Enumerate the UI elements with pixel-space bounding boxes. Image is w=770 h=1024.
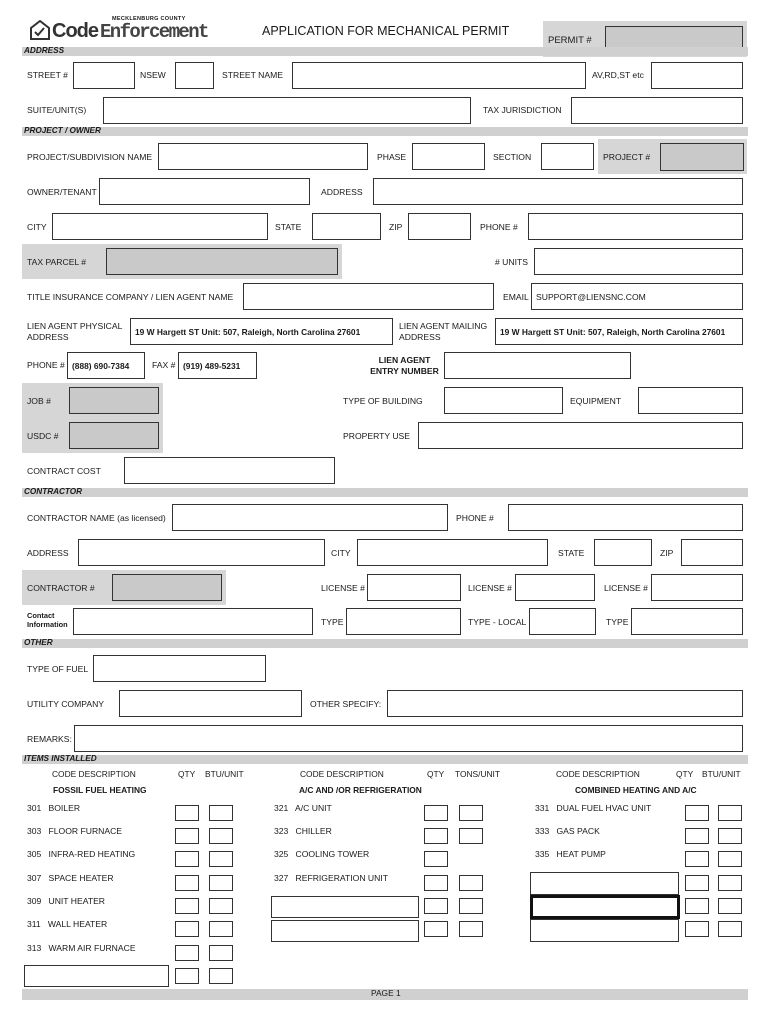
license3-field[interactable] bbox=[651, 574, 743, 601]
nsew-label: NSEW bbox=[140, 70, 166, 80]
col3-other-field-1[interactable] bbox=[530, 872, 679, 895]
section-other: OTHER bbox=[22, 639, 748, 648]
owner-address-field[interactable] bbox=[373, 178, 743, 205]
qty-col2-other-1[interactable] bbox=[424, 898, 448, 914]
item-325: 325 COOLING TOWER bbox=[274, 849, 370, 859]
property-use-label: PROPERTY USE bbox=[343, 431, 411, 441]
type3-field[interactable] bbox=[631, 608, 743, 635]
owner-city-label: CITY bbox=[27, 222, 47, 232]
contractor-phone-field[interactable] bbox=[508, 504, 743, 531]
qty-col3-other-2[interactable] bbox=[685, 898, 709, 914]
contractor-address-label: ADDRESS bbox=[27, 548, 69, 558]
title-insurance-label: TITLE INSURANCE COMPANY / LIEN AGENT NAME bbox=[27, 292, 234, 302]
qty-311[interactable] bbox=[175, 921, 199, 937]
item-335: 335 HEAT PUMP bbox=[535, 849, 606, 859]
btu-303[interactable] bbox=[209, 828, 233, 844]
tax-jurisdiction-label: TAX JURISDICTION bbox=[483, 105, 562, 115]
col1-other-field[interactable] bbox=[24, 965, 169, 987]
item-307: 307 SPACE HEATER bbox=[27, 873, 114, 883]
owner-state-label: STATE bbox=[275, 222, 302, 232]
col1-unit-header: BTU/UNIT bbox=[205, 769, 244, 779]
btu-col3-other-3[interactable] bbox=[718, 921, 742, 937]
tons-col2-other-1[interactable] bbox=[459, 898, 483, 914]
qty-323[interactable] bbox=[424, 828, 448, 844]
qty-303[interactable] bbox=[175, 828, 199, 844]
type-local-field[interactable] bbox=[529, 608, 596, 635]
btu-307[interactable] bbox=[209, 875, 233, 891]
tons-321[interactable] bbox=[459, 805, 483, 821]
permit-label: PERMIT # bbox=[548, 35, 592, 46]
license2-label: LICENSE # bbox=[468, 583, 512, 593]
project-no-field[interactable] bbox=[660, 143, 744, 171]
owner-address-label: ADDRESS bbox=[321, 187, 363, 197]
equipment-label: EQUIPMENT bbox=[570, 396, 622, 406]
title-insurance-field[interactable] bbox=[243, 283, 494, 310]
street-name-field[interactable] bbox=[292, 62, 586, 89]
contractor-city-label: CITY bbox=[331, 548, 351, 558]
tax-parcel-label: TAX PARCEL # bbox=[27, 257, 87, 267]
item-321: 321 A/C UNIT bbox=[274, 803, 332, 813]
btu-col3-other-2[interactable] bbox=[718, 898, 742, 914]
nsew-field[interactable] bbox=[175, 62, 214, 89]
col3-heading: COMBINED HEATING AND A/C bbox=[575, 785, 697, 795]
qty-321[interactable] bbox=[424, 805, 448, 821]
type-building-field[interactable] bbox=[444, 387, 563, 414]
qty-col3-other-3[interactable] bbox=[685, 921, 709, 937]
contractor-no-label: CONTRACTOR # bbox=[27, 583, 95, 593]
section-contractor: CONTRACTOR bbox=[22, 488, 748, 497]
logo-enforcement: Enforcement bbox=[100, 21, 208, 43]
logo-county: MECKLENBURG COUNTY bbox=[112, 16, 186, 22]
owner-phone-field[interactable] bbox=[528, 213, 743, 240]
contractor-name-label: CONTRACTOR NAME (as licensed) bbox=[27, 513, 166, 523]
btu-313[interactable] bbox=[209, 945, 233, 961]
section-label: SECTION bbox=[493, 152, 532, 162]
contractor-name-field[interactable] bbox=[172, 504, 448, 531]
col3-other-field-2[interactable] bbox=[530, 895, 680, 919]
page-number: PAGE 1 bbox=[371, 988, 401, 998]
contact-info-field[interactable] bbox=[73, 608, 313, 635]
contact-info-label: Contact Information bbox=[27, 611, 68, 629]
item-309: 309 UNIT HEATER bbox=[27, 896, 106, 906]
remarks-label: REMARKS: bbox=[27, 734, 72, 744]
contractor-state-field[interactable] bbox=[594, 539, 652, 566]
license1-field[interactable] bbox=[367, 574, 461, 601]
qty-col1-other[interactable] bbox=[175, 968, 199, 984]
suffix-label: AV,RD,ST etc bbox=[592, 70, 644, 80]
subdivision-label: PROJECT/SUBDIVISION NAME bbox=[27, 152, 153, 162]
col2-code-header: CODE DESCRIPTION bbox=[300, 769, 384, 779]
owner-zip-field[interactable] bbox=[408, 213, 471, 240]
qty-327[interactable] bbox=[424, 875, 448, 891]
utility-field[interactable] bbox=[119, 690, 302, 717]
lien-entry-label: LIEN AGENT ENTRY NUMBER bbox=[370, 355, 439, 377]
qty-307[interactable] bbox=[175, 875, 199, 891]
tons-327[interactable] bbox=[459, 875, 483, 891]
usdc-label: USDC # bbox=[27, 431, 59, 441]
contract-cost-label: CONTRACT COST bbox=[27, 466, 101, 476]
units-field[interactable] bbox=[534, 248, 743, 275]
phase-field[interactable] bbox=[412, 143, 485, 170]
col3-qty-header: QTY bbox=[676, 769, 694, 779]
btu-305[interactable] bbox=[209, 851, 233, 867]
fuel-label: TYPE OF FUEL bbox=[27, 664, 89, 674]
subdivision-field[interactable] bbox=[158, 143, 368, 170]
utility-label: UTILITY COMPANY bbox=[27, 699, 105, 709]
license2-field[interactable] bbox=[515, 574, 595, 601]
section-address: ADDRESS bbox=[22, 47, 748, 56]
col1-code-header: CODE DESCRIPTION bbox=[52, 769, 136, 779]
col1-heading: FOSSIL FUEL HEATING bbox=[53, 785, 147, 795]
col2-heading: A/C AND /OR REFRIGERATION bbox=[299, 785, 422, 795]
owner-state-field[interactable] bbox=[312, 213, 381, 240]
col2-unit-header: TONS/UNIT bbox=[455, 769, 500, 779]
btu-309[interactable] bbox=[209, 898, 233, 914]
suite-label: SUITE/UNIT(S) bbox=[27, 105, 87, 115]
btu-301[interactable] bbox=[209, 805, 233, 821]
section-items: ITEMS INSTALLED bbox=[22, 755, 748, 764]
phase-label: PHASE bbox=[377, 152, 407, 162]
item-305: 305 INFRA-RED HEATING bbox=[27, 849, 136, 859]
btu-col1-other[interactable] bbox=[209, 968, 233, 984]
tax-parcel-field[interactable] bbox=[106, 248, 338, 275]
property-use-field[interactable] bbox=[418, 422, 743, 449]
usdc-field[interactable] bbox=[69, 422, 159, 449]
section-field[interactable] bbox=[541, 143, 594, 170]
tons-323[interactable] bbox=[459, 828, 483, 844]
btu-331[interactable] bbox=[718, 805, 742, 821]
type1-label: TYPE bbox=[321, 617, 344, 627]
item-303: 303 FLOOR FURNACE bbox=[27, 826, 123, 836]
email-field[interactable]: SUPPORT@LIENSNC.COM bbox=[531, 283, 743, 310]
job-field[interactable] bbox=[69, 387, 159, 414]
type-building-label: TYPE OF BUILDING bbox=[343, 396, 423, 406]
logo-code: Code bbox=[52, 20, 98, 42]
tons-col2-other-2[interactable] bbox=[459, 921, 483, 937]
building-icon bbox=[30, 20, 50, 40]
lien-mailing-field[interactable]: 19 W Hargett ST Unit: 507, Raleigh, North Carolina 27601 bbox=[495, 318, 743, 345]
contractor-zip-field[interactable] bbox=[681, 539, 743, 566]
col2-qty-header: QTY bbox=[427, 769, 445, 779]
lien-fax-label: FAX # bbox=[152, 360, 176, 370]
item-327: 327 REFRIGERATION UNIT bbox=[274, 873, 388, 883]
contractor-zip-label: ZIP bbox=[660, 548, 674, 558]
type3-label: TYPE bbox=[606, 617, 629, 627]
qty-331[interactable] bbox=[685, 805, 709, 821]
contractor-phone-label: PHONE # bbox=[456, 513, 494, 523]
item-301: 301 BOILER bbox=[27, 803, 81, 813]
contract-cost-field[interactable] bbox=[124, 457, 335, 484]
email-label: EMAIL bbox=[503, 292, 529, 302]
owner-city-field[interactable] bbox=[52, 213, 268, 240]
type1-field[interactable] bbox=[346, 608, 461, 635]
btu-335[interactable] bbox=[718, 851, 742, 867]
lien-mailing-label: LIEN AGENT MAILING ADDRESS bbox=[399, 321, 488, 343]
item-323: 323 CHILLER bbox=[274, 826, 332, 836]
item-313: 313 WARM AIR FURNACE bbox=[27, 943, 136, 953]
lien-physical-label: LIEN AGENT PHYSICAL ADDRESS bbox=[27, 321, 123, 343]
contractor-address-field[interactable] bbox=[78, 539, 325, 566]
lien-phone-field[interactable]: (888) 690-7384 bbox=[67, 352, 145, 379]
owner-label: OWNER/TENANT bbox=[27, 187, 97, 197]
section-project: PROJECT / OWNER bbox=[22, 127, 748, 136]
qty-325[interactable] bbox=[424, 851, 448, 867]
col1-qty-header: QTY bbox=[178, 769, 196, 779]
lien-phone-label: PHONE # bbox=[27, 360, 65, 370]
item-311: 311 WALL HEATER bbox=[27, 919, 108, 929]
street-name-label: STREET NAME bbox=[222, 70, 283, 80]
remarks-field[interactable] bbox=[74, 725, 743, 752]
col2-other-field-2[interactable] bbox=[271, 920, 419, 942]
tax-jurisdiction-field[interactable] bbox=[571, 97, 743, 124]
license3-label: LICENSE # bbox=[604, 583, 648, 593]
contractor-no-field[interactable] bbox=[112, 574, 222, 601]
qty-301[interactable] bbox=[175, 805, 199, 821]
qty-309[interactable] bbox=[175, 898, 199, 914]
owner-zip-label: ZIP bbox=[389, 222, 403, 232]
fuel-field[interactable] bbox=[93, 655, 266, 682]
col3-code-header: CODE DESCRIPTION bbox=[556, 769, 640, 779]
suffix-field[interactable] bbox=[651, 62, 743, 89]
other-specify-label: OTHER SPECIFY: bbox=[310, 699, 382, 709]
contractor-state-label: STATE bbox=[558, 548, 585, 558]
item-333: 333 GAS PACK bbox=[535, 826, 600, 836]
type-local-label: TYPE - LOCAL bbox=[468, 617, 527, 627]
logo bbox=[30, 16, 210, 46]
street-no-field[interactable] bbox=[73, 62, 135, 89]
page-title: APPLICATION FOR MECHANICAL PERMIT bbox=[262, 24, 510, 38]
col3-unit-header: BTU/UNIT bbox=[702, 769, 741, 779]
col2-other-field-1[interactable] bbox=[271, 896, 419, 918]
btu-311[interactable] bbox=[209, 921, 233, 937]
qty-335[interactable] bbox=[685, 851, 709, 867]
qty-col3-other-1[interactable] bbox=[685, 875, 709, 891]
qty-305[interactable] bbox=[175, 851, 199, 867]
qty-col2-other-2[interactable] bbox=[424, 921, 448, 937]
owner-field[interactable] bbox=[99, 178, 310, 205]
owner-phone-label: PHONE # bbox=[480, 222, 518, 232]
btu-col3-other-1[interactable] bbox=[718, 875, 742, 891]
license1-label: LICENSE # bbox=[321, 583, 365, 593]
item-331: 331 DUAL FUEL HVAC UNIT bbox=[535, 803, 652, 813]
project-no-label: PROJECT # bbox=[603, 152, 651, 162]
units-label: # UNITS bbox=[495, 257, 528, 267]
lien-entry-field[interactable] bbox=[444, 352, 631, 379]
qty-333[interactable] bbox=[685, 828, 709, 844]
lien-physical-field[interactable]: 19 W Hargett ST Unit: 507, Raleigh, North Carolina 27601 bbox=[130, 318, 393, 345]
contractor-city-field[interactable] bbox=[357, 539, 548, 566]
street-no-label: STREET # bbox=[27, 70, 68, 80]
qty-313[interactable] bbox=[175, 945, 199, 961]
btu-333[interactable] bbox=[718, 828, 742, 844]
lien-fax-field[interactable]: (919) 489-5231 bbox=[178, 352, 257, 379]
other-specify-field[interactable] bbox=[387, 690, 743, 717]
col3-other-field-3[interactable] bbox=[530, 919, 679, 942]
suite-field[interactable] bbox=[103, 97, 471, 124]
equipment-field[interactable] bbox=[638, 387, 743, 414]
job-label: JOB # bbox=[27, 396, 51, 406]
